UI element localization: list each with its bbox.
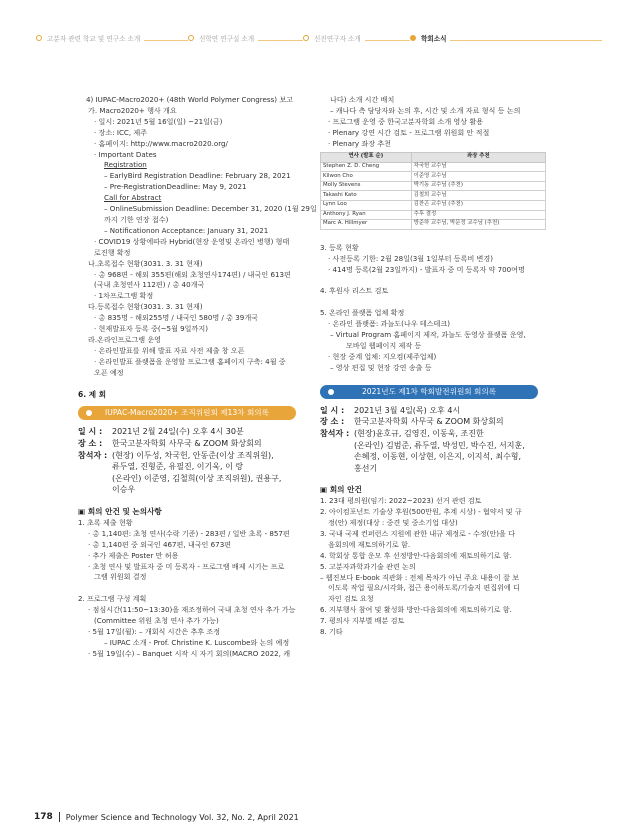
- attendees-label: 참석자 :: [78, 450, 108, 460]
- text-line: 4) IUPAC-Macro2020+ (48th World Polymer Congress) 보고: [86, 95, 294, 104]
- text-line: 8. 기타: [320, 627, 343, 637]
- left-column: [78, 95, 317, 660]
- text-line: 나.초록접수 현황(3031. 3. 31 현재): [88, 258, 203, 268]
- nav-dot-icon: [303, 35, 309, 41]
- text-line: – Virtual Program 홈페이지 제작, 과늘도 동영상 플랫폼 운영,: [330, 330, 526, 340]
- section-etc: 6. 제 회: [78, 389, 107, 399]
- speaker-cell: Anthony J. Ryan: [321, 210, 412, 220]
- nav-item-researchers[interactable]: [303, 30, 365, 46]
- table-header: 연사 (발표 순): [321, 152, 412, 162]
- speaker-cell: Takashi Kato: [321, 191, 412, 201]
- text-line: · 장소: ICC, 제주: [94, 127, 148, 137]
- page-number: 178: [34, 812, 53, 822]
- text-line: · 414명 등록(2월 23일까지) - 발표자 중 미 등록자 약 700여명: [328, 264, 525, 274]
- text-line: · 온라인발표 플랫폼을 운영할 프로그램 홈페이지 구축: 4월 중: [94, 356, 286, 366]
- meeting-meta: [320, 405, 546, 475]
- nav-item-schools[interactable]: [36, 30, 144, 46]
- text-line: 가. Macro2020+ 행사 개요: [88, 105, 177, 115]
- speaker-cell: Stephen Z. D. Cheng: [321, 162, 412, 172]
- text-line: Call for Abstract: [104, 193, 162, 203]
- attendees-label: 참석자 :: [320, 428, 350, 438]
- agenda-list: [78, 518, 304, 660]
- attendees: 홍선기: [354, 463, 378, 473]
- date-label: 일 시 :: [78, 427, 103, 437]
- macro2020-report: [78, 95, 317, 379]
- attendees: (온라인) 이준영, 김철희(이상 조직위원), 권용구,: [112, 473, 282, 483]
- banner-dot-icon: [328, 389, 334, 395]
- agenda-title: ▣ 회의 안건: [320, 485, 362, 495]
- chair-cell: 김철희 교수님: [411, 191, 545, 201]
- text-line: · 프로그램 운영 중 한국고분자학회 소개 영상 활용: [328, 116, 484, 126]
- text-line: · 추가 제출은 Poster 만 허용: [88, 550, 179, 560]
- plenary-chair-table: [320, 152, 546, 230]
- text-line: – 영상 편집 및 현장 강연 송출 등: [330, 362, 432, 372]
- spacer: [320, 232, 546, 243]
- spacer: [78, 583, 304, 594]
- text-line: · 홈페이지: http://www.macro2020.org/: [94, 138, 228, 148]
- text-line: · 온라인 플랫폼: 과늘도(나우 테스테크): [328, 319, 450, 329]
- text-line: · Important Dates: [94, 149, 157, 159]
- text-line: · 5월 19일(수) – Banquet 시작 시 자기 회의(MACRO 2022, 캐: [88, 648, 291, 658]
- text-line: · 1차프로그램 확정: [94, 291, 154, 301]
- text-line: 4. 학회상 통합 운모 후 선정방안-다음회의에 재토의하기로 함.: [320, 550, 512, 560]
- text-line: · Plenary 강연 시간 검토 - 프로그램 위원회 안 적절: [328, 127, 490, 137]
- text-line: 이도록 작업 필요/시각화, 접근 용이하도록/기술지 편집위에 디: [328, 583, 520, 593]
- text-line: 3. 등록 현황: [320, 242, 359, 252]
- nav-item-label: 학회소식: [421, 35, 447, 43]
- speaker-cell: Molly Stevens: [321, 181, 412, 191]
- attendees: (현장) 이두성, 차국헌, 안동준(이상 조직위원),: [112, 450, 274, 460]
- text-line: · 일시: 2021년 5월 16일(일) ~21일(금): [94, 116, 223, 126]
- text-line: 그램 위원회 결정: [94, 572, 147, 582]
- chair-cell: 차국헌 교수님: [411, 162, 545, 172]
- speaker-cell: Lynn Loo: [321, 200, 412, 210]
- text-line: 까지 기한 연장 접수): [104, 214, 169, 224]
- table-row: [321, 220, 546, 230]
- text-line: Registration: [104, 160, 147, 170]
- meeting-banner-development: [320, 385, 538, 399]
- text-line: 다.등록접수 현황(3031. 3. 31 현재): [88, 302, 203, 312]
- table-header: 좌장 추천: [411, 152, 545, 162]
- spacer: [320, 275, 546, 286]
- text-line: · COVID19 상황에따라 Hybrid(현장 운영및 온라인 병행) 형태: [94, 236, 290, 246]
- text-line: 1. 23대 평의원(임기: 2022~2023) 선거 관련 검토: [320, 496, 482, 506]
- place-label: 장 소 :: [78, 439, 103, 449]
- table-row: [321, 210, 546, 220]
- text-line: 정(안) 제정(대상 : 중견 및 중소기업 대상): [328, 518, 458, 528]
- chair-cell: 박기동 교수님 (추천): [411, 181, 545, 191]
- registration-sponsor-platform: [320, 232, 546, 374]
- agenda-list: [320, 496, 546, 638]
- text-line: · 현장 중계 업체: 지오컴(제주업체): [328, 351, 437, 361]
- attendees: (현장)윤호규, 김영진, 이동욱, 조진한: [354, 428, 484, 438]
- meeting-meta: [78, 426, 304, 496]
- text-line: 오픈 예정: [94, 367, 124, 377]
- text-line: – Pre-RegistrationDeadline: May 9, 2021: [104, 182, 247, 192]
- spacer: [320, 297, 546, 308]
- chair-cell: 김찬곤 교수님 (추천): [411, 200, 545, 210]
- text-line: (Committee 위원 초청 연사 추가 가능): [94, 616, 219, 626]
- top-navigation: [0, 30, 622, 46]
- text-line: · 현재발표자 등록 중(~5월 9일까지): [94, 324, 209, 334]
- text-line: 1. 초록 제출 현황: [78, 517, 133, 527]
- text-line: – Notificationon Acceptance: January 31, 2021: [104, 225, 269, 235]
- nav-dot-active-icon: [410, 35, 416, 41]
- chair-cell: 이준영 교수님: [411, 172, 545, 182]
- attendees: 류두열, 진형준, 유필진, 이기욱, 이 랑: [112, 462, 244, 472]
- nav-item-label: 고분자 관련 학교 및 연구소 소개: [47, 35, 141, 43]
- text-line: 5. 온라인 플랫폼 업체 확정: [320, 308, 405, 318]
- text-line: – IUPAC 소개 - Prof. Christine K. Luscombe와 논의 예정: [104, 638, 290, 647]
- text-line: 모바일 웹페이지 제작 등: [346, 341, 422, 351]
- banner-title: 2021년도 제1차 학회발전위원회 회의록: [361, 386, 497, 396]
- text-line: 로진행 확정: [94, 247, 131, 257]
- attendees: 손혜정, 이동현, 이상현, 이은지, 이지석, 최수형,: [354, 452, 522, 462]
- table-row: [321, 162, 546, 172]
- text-line: – 캐나다 측 담당자와 논의 후, 시간 및 소개 자료 형식 등 논의: [330, 105, 521, 115]
- text-line: · 점심시간(11:50~13:30)을 재조정하여 국내 초청 연사 추가 가능: [88, 605, 296, 615]
- meeting-date: 2021년 3월 4일(목) 오후 4시: [354, 405, 461, 415]
- text-line: 라.온라인프로그램 운영: [88, 334, 162, 344]
- text-line: · 초청 연사 및 발표자 중 미 등록자 - 프로그램 배제 시기는 프로: [88, 561, 285, 571]
- date-label: 일 시 :: [320, 405, 345, 415]
- text-line: 5. 고분자과학과기술 관련 논의: [320, 561, 416, 571]
- meeting-place: 한국고분자학회 사무국 & ZOOM 화상회의: [354, 417, 504, 427]
- banner-dot-icon: [86, 410, 92, 416]
- text-line: 자인 검토 요청: [328, 594, 374, 604]
- meeting-banner-organizing: [78, 406, 296, 420]
- macro2020-report-cont: [320, 95, 546, 150]
- speaker-cell: Kilwon Cho: [321, 172, 412, 182]
- table-row: [321, 172, 546, 182]
- nav-dot-icon: [188, 35, 194, 41]
- table-row: [321, 200, 546, 210]
- text-line: 7. 평의사 지부별 배분 검토: [320, 616, 405, 626]
- attendees: (온라인) 김범준, 류두열, 박성민, 박수진, 서지훈,: [354, 440, 525, 450]
- text-line: 음회의에 재토의하기로 함.: [328, 539, 411, 549]
- text-line: · 총 968편 - 해외 355편(해외 초청연사174편) / 내국인 613편: [94, 269, 291, 279]
- nav-item-labs[interactable]: [188, 30, 258, 46]
- text-line: 나다) 소개 시간 배치: [330, 95, 395, 104]
- text-line: – EarlyBird Registration Deadline: February 28, 2021: [104, 171, 291, 181]
- text-line: · 총 1,140편: 초청 연사(수락 기준) - 283편 / 일반 초록 - 857편: [88, 528, 290, 538]
- banner-title: IUPAC-Macro2020+ 조직위원회 제13차 회의록: [105, 408, 269, 418]
- page-footer: [34, 812, 299, 822]
- text-line: – 웹진보다 E-book 직관화 : 전체 목차가 아닌 주요 내용이 잘 보: [320, 572, 519, 582]
- text-line: · 총 1,140편 중 외국인 467편, 내국인 673편: [88, 539, 232, 549]
- agenda-title: ▣ 회의 안건 및 논의사항: [78, 507, 162, 517]
- text-line: 2. 프로그램 구성 계획: [78, 594, 147, 604]
- speaker-cell: Marc A. Hillmyer: [321, 220, 412, 230]
- meeting-date: 2021년 2월 24일(수) 오후 4시 30분: [112, 427, 244, 437]
- footer-divider: [59, 812, 60, 822]
- text-line: 2. 아이컴포넌트 기술상 후원(500만원, 추계 시상) - 협약서 및 규: [320, 507, 522, 517]
- right-column: [320, 95, 546, 638]
- nav-item-label: 신진연구자 소개: [314, 35, 361, 43]
- text-line: – OnlineSubmission Deadline: December 31, 2020 (1월 29일: [104, 204, 317, 214]
- place-label: 장 소 :: [320, 417, 345, 427]
- meeting-place: 한국고분자학회 사무국 & ZOOM 화상회의: [112, 439, 262, 449]
- text-line: 4. 후원사 리스트 검토: [320, 286, 389, 296]
- attendees: 이승우: [112, 485, 136, 495]
- chair-cell: 방준하 교수님, 박문정 교수님 (추천): [411, 220, 545, 230]
- table-row: [321, 191, 546, 201]
- chair-cell: 추후 결정: [411, 210, 545, 220]
- nav-item-label: 신학연 연구실 소개: [199, 35, 255, 43]
- text-line: · 총 835명 - 해외255명 / 내국인 580명 / 총 39개국: [94, 313, 259, 323]
- journal-info: Polymer Science and Technology Vol. 32, No. 2, April 2021: [65, 812, 299, 822]
- text-line: 3. 국내 국제 컨퍼런스 지원에 관한 내규 제정로 - 수정(안)을 다: [320, 528, 516, 538]
- text-line: (국내 초청연사 112편) / 총 40개국: [94, 280, 205, 290]
- text-line: · 5월 17일(월): – 개회식 시간은 추후 조정: [88, 627, 221, 637]
- text-line: · 사전등록 기한: 2월 28일(3월 1일부터 등록비 변경): [328, 253, 494, 263]
- text-line: · Plenary 좌장 추천: [328, 138, 391, 148]
- nav-dot-icon: [36, 35, 42, 41]
- table-row: [321, 181, 546, 191]
- text-line: · 온라인발표를 위해 발표 자료 사전 제출 창 오픈: [94, 345, 245, 355]
- text-line: 6. 지부행사 참여 및 활성화 방안-다음회의에 재토의하기로 함.: [320, 605, 512, 615]
- nav-item-society-news[interactable]: [410, 30, 450, 46]
